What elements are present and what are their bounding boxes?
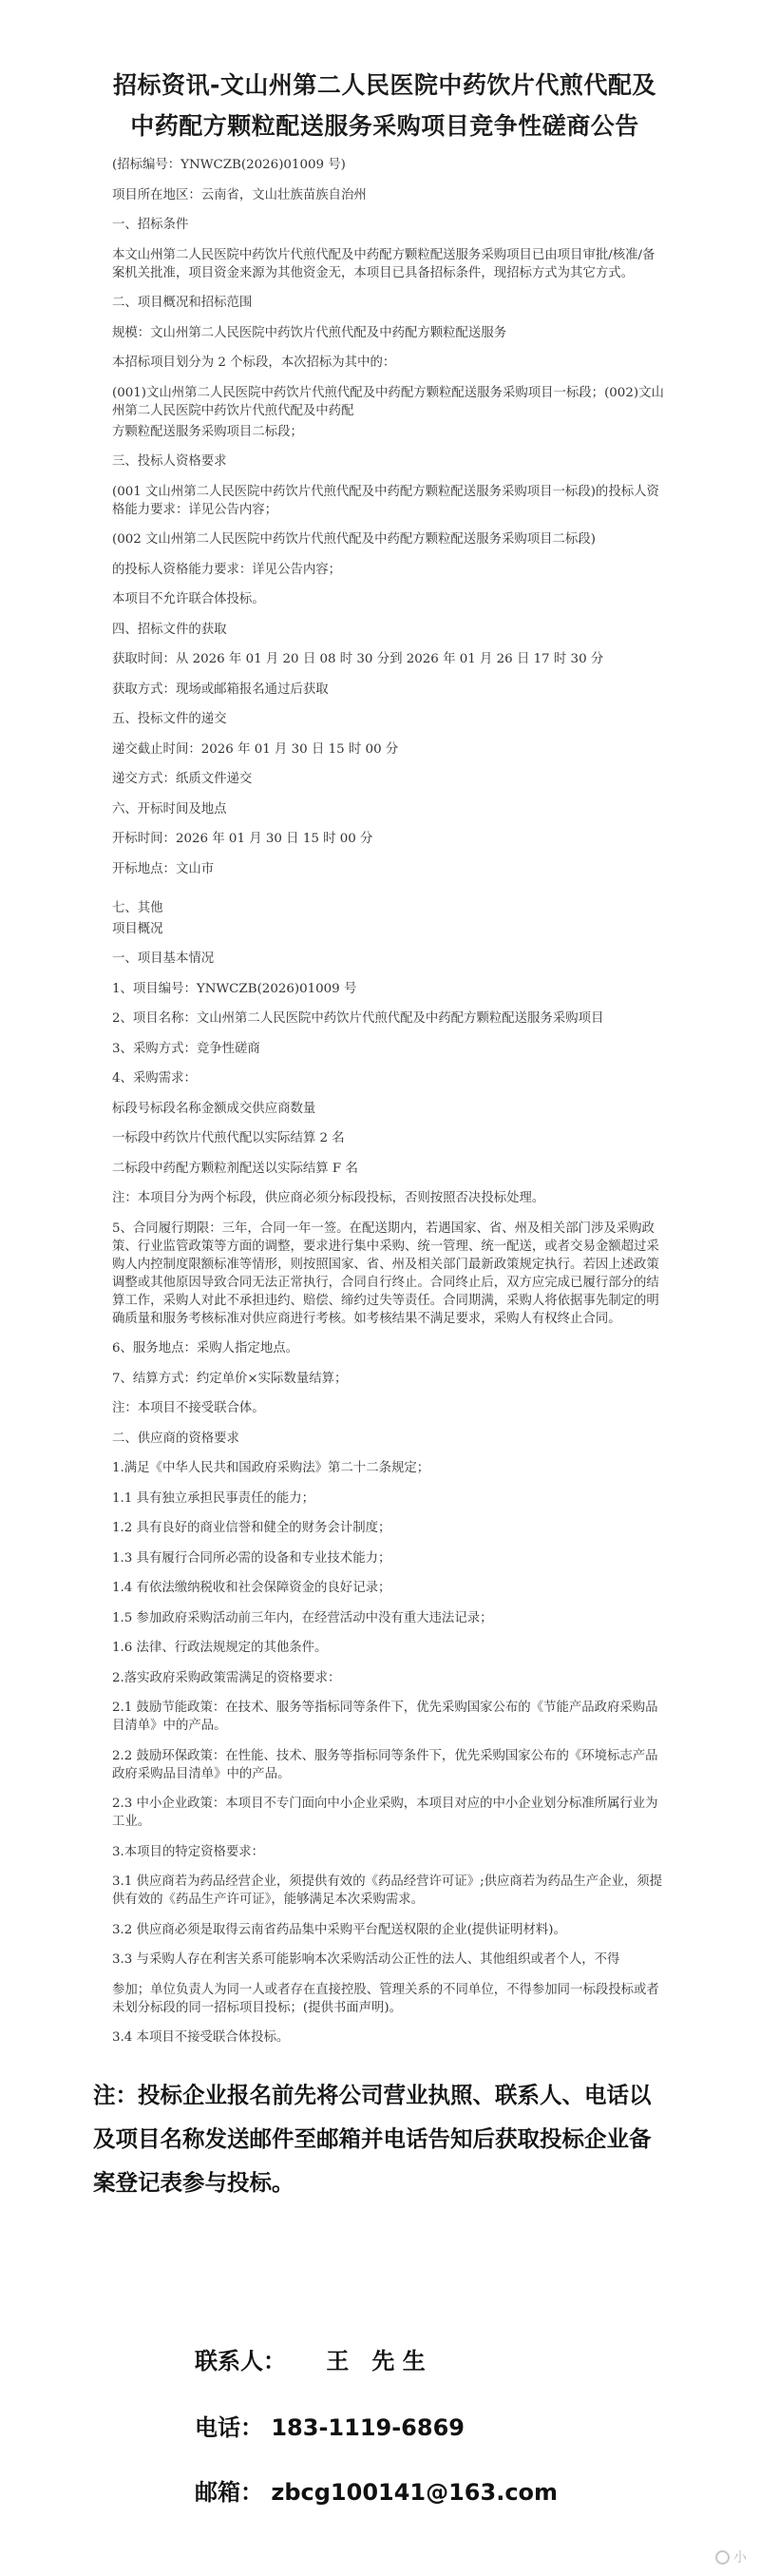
body-paragraph: 本项目不允许联合体投标。 [112,592,265,606]
body-paragraph: 项目所在地区：云南省，文山壮族苗族自治州 [112,187,367,202]
document-title [104,65,665,146]
body-paragraph: 规模：文山州第二人民医院中药饮片代煎代配及中药配方颗粒配送服务 [112,325,507,340]
title-line-2: 中药配方颗粒配送服务采购项目竞争性磋商公告 [130,112,639,140]
body-paragraph: 2.1 鼓励节能政策：在技术、服务等指标同等条件下，优先采购国家公布的《节能产品政府采购品目清单》中的产品。 [112,1701,658,1733]
body-paragraph: 一、招标条件 [112,218,189,232]
body-paragraph: 本文山州第二人民医院中药饮片代煎代配及中药配方颗粒配送服务采购项目已由项目审批/核准/备案机关批准，项目资金来源为其他资金无，本项目已具备招标条件，现招标方式为其它方式。 [112,247,656,280]
announcement-document [93,65,665,2204]
body-paragraph: 2、项目名称：文山州第二人民医院中药饮片代煎代配及中药配方颗粒配送服务采购项目 [112,1011,604,1026]
body-paragraph: 1.2 具有良好的商业信誉和健全的财务会计制度； [112,1521,391,1535]
watermark-logo-icon [715,2550,730,2565]
body-paragraph: 3、采购方式：竞争性磋商 [112,1041,260,1056]
contact-person-row [195,2342,426,2375]
document-body [112,156,665,2047]
body-paragraph: 3.3 与采购人存在利害关系可能影响本次采购活动公正性的法人、其他组织或者个人，不得 [112,1952,620,1967]
contact-person-label: 联系人： [195,2348,286,2374]
body-paragraph: 递交截止时间：2026 年 01 月 30 日 15 时 00 分 [112,741,399,757]
body-paragraph: 7、结算方式：约定单价×实际数量结算； [112,1371,348,1386]
body-paragraph: 七、其他 [112,900,163,915]
body-paragraph: 一标段中药饮片代煎代配以实际结算 2 名 [112,1131,345,1145]
body-paragraph: 3.2 供应商必须是取得云南省药品集中采购平台配送权限的企业(提供证明材料)。 [112,1922,566,1937]
body-paragraph: (001)文山州第二人民医院中药饮片代煎代配及中药配方颗粒配送服务采购项目一标段；(002)文山州第二人民医院中药饮片代煎代配及中药配 [112,385,664,418]
body-paragraph: 二、项目概况和招标范围 [112,296,253,310]
watermark-text: 小 [733,2550,747,2566]
body-paragraph: 本招标项目划分为 2 个标段，本次招标为其中的： [112,356,396,370]
body-paragraph: 6、服务地点：采购人指定地点。 [112,1341,298,1355]
body-paragraph: 开标时间：2026 年 01 月 30 日 15 时 00 分 [112,832,373,846]
body-paragraph: 注：本项目分为两个标段，供应商必须分标段投标，否则按照否决投标处理。 [112,1191,545,1205]
body-paragraph: 的投标人资格能力要求：详见公告内容； [112,562,342,577]
body-paragraph: 4、采购需求： [112,1071,197,1086]
body-paragraph: 一、项目基本情况 [112,952,215,966]
contact-email-label: 邮箱： [195,2479,263,2506]
body-paragraph: 项目概况 [112,921,163,936]
contact-phone-value[interactable]: 183-1119-6869 [271,2414,465,2441]
body-paragraph: 注：本项目不接受联合体。 [112,1401,265,1415]
source-watermark [715,2547,747,2566]
body-paragraph: 1.5 参加政府采购活动前三年内，在经营活动中没有重大违法记录； [112,1610,493,1625]
body-paragraph: 3.1 供应商若为药品经营企业，须提供有效的《药品经营许可证》;供应商若为药品生产企业，须提供有效的《药品生产许可证》，能够满足本次采购需求。 [112,1874,663,1907]
body-paragraph: 四、招标文件的获取 [112,622,227,637]
body-paragraph: 二、供应商的资格要求 [112,1431,239,1446]
contact-email-value[interactable]: zbcg100141@163.com [271,2479,559,2506]
body-paragraph: 1、项目编号：YNWCZB(2026)01009 号 [112,981,357,996]
body-paragraph: 三、投标人资格要求 [112,454,227,469]
registration-notice: 注：投标企业报名前先将公司营业执照、联系人、电话以及项目名称发送邮件至邮箱并电话告知后获取投标企业备案登记表参与投标。 [93,2082,652,2196]
body-paragraph: 六、开标时间及地点 [112,801,227,817]
body-paragraph: 标段号标段名称金额成交供应商数量 [112,1101,316,1116]
body-paragraph: 开标地点：文山市 [112,861,215,876]
body-paragraph: 2.落实政府采购政策需满足的资格要求： [112,1670,341,1685]
body-paragraph: 1.1 具有独立承担民事责任的能力； [112,1490,315,1506]
contact-phone-row [195,2409,465,2442]
contact-phone-label: 电话： [195,2414,263,2441]
body-paragraph: 五、投标文件的递交 [112,712,227,726]
body-paragraph: 3.本项目的特定资格要求： [112,1844,265,1859]
body-paragraph: 3.4 本项目不接受联合体投标。 [112,2030,290,2045]
body-paragraph: 5、合同履行期限：三年，合同一年一签。在配送期内，若遇国家、省、州及相关部门涉及采购政策、行业监管政策等方面的调整，要求进行集中采购、统一管理、统一配送，或者交易金额超过采购人内控制度限额标准等情形，则按照国家、省、州及相关部门最新政策规定执行。若因上述政策调整或其他原因导致合同无法正常执行，合同自行终止。合同终止后，双方应完成已履行部分的结算工作，采购人对此不承担违约、赔偿、缔约过失等责任。合同期满，采购人将依据事先制定的明确质量和服务考核标准对供应商进行考核。如考核结果不满足要求，采购人有权终止合同。 [112,1221,659,1326]
contact-email-row [195,2473,558,2507]
title-line-1: 招标资讯-文山州第二人民医院中药饮片代煎代配及 [113,71,656,99]
body-paragraph: 获取方式：现场或邮箱报名通过后获取 [112,682,329,697]
body-paragraph: 获取时间：从 2026 年 01 月 20 日 08 时 30 分到 2026 年 01 月 26 日 17 时 30 分 [112,652,604,666]
body-paragraph: 1.4 有依法缴纳税收和社会保障资金的良好记录； [112,1581,391,1595]
body-paragraph: 二标段中药配方颗粒剂配送以实际结算 F 名 [112,1161,358,1176]
body-paragraph: 1.3 具有履行合同所必需的设备和专业技术能力； [112,1550,391,1566]
body-paragraph: 方颗粒配送服务采购项目二标段； [112,424,303,439]
body-paragraph: (002 文山州第二人民医院中药饮片代煎代配及中药配方颗粒配送服务采购项目二标段) [112,532,596,547]
body-paragraph: 1.6 法律、行政法规规定的其他条件。 [112,1641,328,1655]
body-paragraph: 2.3 中小企业政策：本项目不专门面向中小企业采购，本项目对应的中小企业划分标准所属行业为工业。 [112,1797,658,1829]
body-paragraph: 1.满足《中华人民共和国政府采购法》第二十二条规定； [112,1461,430,1475]
body-paragraph: (001 文山州第二人民医院中药饮片代煎代配及中药配方颗粒配送服务采购项目一标段)的投标人资格能力要求：详见公告内容； [112,484,659,517]
body-paragraph: 2.2 鼓励环保政策：在性能、技术、服务等指标同等条件下，优先采购国家公布的《环境标志产品政府采购品目清单》中的产品。 [112,1748,658,1781]
body-paragraph: (招标编号：YNWCZB(2026)01009 号) [112,158,346,172]
contact-person-value: 王 先 生 [326,2348,426,2374]
body-paragraph: 递交方式：纸质文件递交 [112,772,253,786]
body-paragraph: 参加；单位负责人为同一人或者存在直接控股、管理关系的不同单位，不得参加同一标段投标或者未划分标段的同一招标项目投标；(提供书面声明)。 [112,1982,659,2015]
